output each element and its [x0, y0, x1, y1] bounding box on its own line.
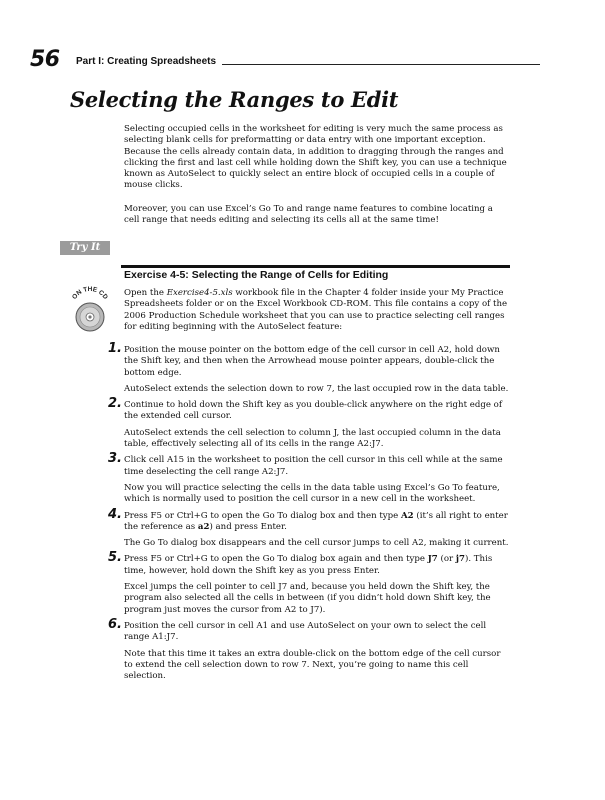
- step-3: [108, 451, 510, 505]
- step-6: [108, 616, 510, 682]
- section-title: Selecting the Ranges to Edit: [70, 87, 399, 112]
- step-instruction: Continue to hold down the Shift key as you double-click anywhere on the right edge of the extended cell cursor.: [124, 400, 503, 422]
- cd-icon: [66, 286, 114, 334]
- step-4: [108, 506, 510, 550]
- page-header: [30, 47, 540, 77]
- step-number: 5.: [108, 550, 122, 566]
- cd-icon-label: ON THE CD: [71, 286, 109, 301]
- part-title: Part I: Creating Spreadsheets: [76, 56, 217, 67]
- step-1: [108, 341, 510, 395]
- exercise-rule: [121, 265, 510, 268]
- header-rule: [222, 64, 540, 65]
- step-result: Note that this time it takes an extra double-click on the bottom edge of the cell cursor to extend the cell selection down to row 7. Next, you’re going to name this cell selection.: [124, 648, 501, 682]
- step-number: 3.: [108, 451, 122, 467]
- step-number: 6.: [108, 616, 122, 632]
- steps-list: [108, 341, 510, 682]
- intro-paragraph-1: Selecting occupied cells in the worksheet for editing is very much the same process as selecting blank cells for preformatting or data entry with one important exception. Because the cells already contain data, in addition to dragging through the ranges and clicking the first and last cell while holding down the Shift key, you can use a technique known as AutoSelect to quickly select an entire block of occupied cells in a couple of mouse clicks.: [124, 124, 507, 191]
- page-number: 56: [30, 47, 60, 72]
- try-it-badge: Try It: [60, 241, 110, 255]
- intro-paragraph-2: Moreover, you can use Excel’s Go To and range name features to combine locating a cell range that needs editing and selecting its cells all at the same time!: [124, 204, 493, 226]
- step-instruction: Position the mouse pointer on the bottom edge of the cell cursor in cell A2, hold down the Shift key, and then when the Arrowhead mouse pointer appears, double-click the bottom edge.: [124, 345, 500, 378]
- step-result: Now you will practice selecting the cells in the data table using Excel’s Go To feature, which is normally used to position the cell cursor in a new cell in the worksheet.: [124, 482, 500, 505]
- step-result: Excel jumps the cell pointer to cell J7 and, because you held down the Shift key, the program also selected all the cells in between (if you didn’t hold down Shift key, the program just moves the cursor from A2 to J7).: [124, 582, 491, 615]
- step-instruction: Click cell A15 in the worksheet to position the cell cursor in this cell while at the same time deselecting the cell range A2:J7.: [124, 455, 503, 477]
- step-result: The Go To dialog box disappears and the cell cursor jumps to cell A2, making it current.: [124, 538, 509, 549]
- step-number: 2.: [108, 396, 122, 412]
- step-instruction: Press F5 or Ctrl+G to open the Go To dialog box again and then type J7 (or j7). This time, however, hold down the Shift key as you press Enter.: [124, 554, 493, 576]
- step-5: [108, 550, 510, 615]
- step-instruction: Position the cell cursor in cell A1 and use AutoSelect on your own to select the cell range A1:J7.: [124, 620, 487, 643]
- step-result: AutoSelect extends the cell selection to column J, the last occupied column in the data table, effectively selecting all of its cells in the range A2:J7.: [124, 427, 501, 450]
- exercise-title: Exercise 4-5: Selecting the Range of Cells for Editing: [124, 269, 389, 281]
- step-instruction: Press F5 or Ctrl+G to open the Go To dialog box and then type A2 (it’s all right to enter the reference as a2) and press Enter.: [124, 510, 508, 532]
- step-number: 4.: [108, 506, 122, 522]
- exercise-file-name: Exercise4-5.xls: [166, 288, 233, 298]
- step-result: AutoSelect extends the selection down to row 7, the last occupied row in the data table.: [124, 383, 509, 394]
- exercise-intro: Open the Exercise4-5.xls workbook file in the Chapter 4 folder inside your My Practice Spreadsheets folder or on the Excel Workbook CD-ROM. This file contains a copy of the 2006 Production Schedule worksheet that you can use to practice selecting cell ranges for editing beginning with the AutoSelect feature:: [124, 288, 508, 332]
- step-number: 1.: [108, 341, 122, 356]
- step-2: [108, 396, 510, 450]
